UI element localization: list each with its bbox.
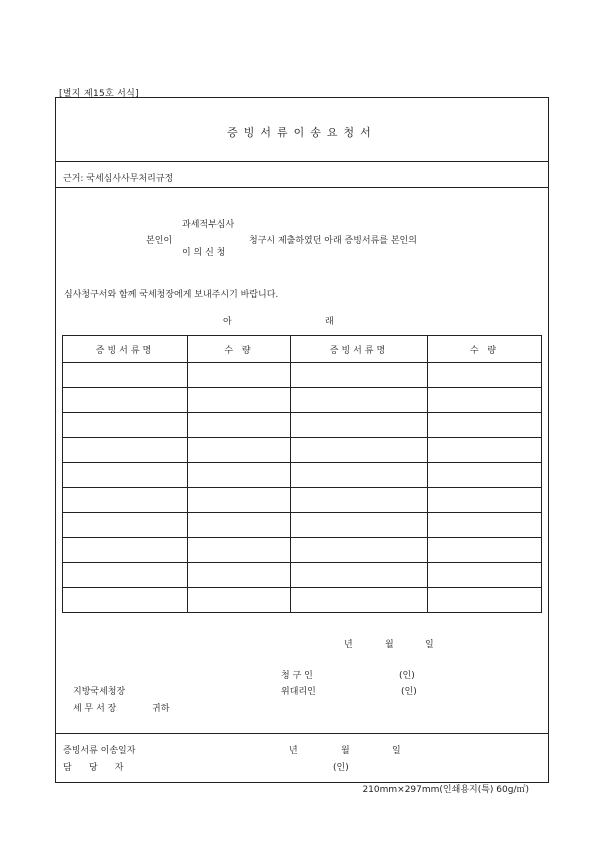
table-row bbox=[63, 588, 542, 613]
divider bbox=[56, 187, 548, 188]
table-cell[interactable] bbox=[428, 463, 542, 488]
date-day: 일 bbox=[425, 640, 434, 650]
table-cell[interactable] bbox=[63, 438, 188, 463]
table-cell[interactable] bbox=[63, 563, 188, 588]
table-cell[interactable] bbox=[291, 588, 428, 613]
table-cell[interactable] bbox=[428, 588, 542, 613]
table-cell[interactable] bbox=[63, 488, 188, 513]
table-cell[interactable] bbox=[63, 463, 188, 488]
form-number-label: [별지 제15호 서식] bbox=[59, 89, 139, 99]
table-cell[interactable] bbox=[188, 563, 291, 588]
table-row bbox=[63, 438, 542, 463]
table-cell[interactable] bbox=[428, 488, 542, 513]
documents-table bbox=[62, 335, 542, 613]
divider bbox=[56, 161, 548, 162]
table-cell[interactable] bbox=[63, 388, 188, 413]
table-row bbox=[63, 488, 542, 513]
table-cell[interactable] bbox=[291, 513, 428, 538]
table-cell[interactable] bbox=[63, 363, 188, 388]
recipient-line2: 세 무 서 장 bbox=[73, 704, 117, 714]
option-bottom: 이 의 신 청 bbox=[182, 248, 226, 258]
officer-label: 담 당 자 bbox=[63, 763, 124, 773]
table-cell[interactable] bbox=[188, 438, 291, 463]
legal-basis: 근거: 국세심사사무처리규정 bbox=[63, 174, 174, 184]
table-cell[interactable] bbox=[291, 488, 428, 513]
claimant-seal: (인) bbox=[399, 671, 415, 681]
date-year: 년 bbox=[344, 640, 353, 650]
table-row bbox=[63, 463, 542, 488]
date-month: 월 bbox=[385, 640, 394, 650]
table-row bbox=[63, 388, 542, 413]
form-title: 증빙서류이송요청서 bbox=[227, 126, 377, 139]
officer-seal: (인) bbox=[333, 763, 349, 773]
table-cell[interactable] bbox=[188, 488, 291, 513]
table-row bbox=[63, 513, 542, 538]
table-cell[interactable] bbox=[428, 438, 542, 463]
table-cell[interactable] bbox=[63, 513, 188, 538]
table-cell[interactable] bbox=[188, 538, 291, 563]
table-cell[interactable] bbox=[291, 438, 428, 463]
header-doc-name-2: 증빙서류명 bbox=[291, 336, 428, 363]
subject-prefix: 본인이 bbox=[146, 236, 173, 246]
divider bbox=[56, 733, 548, 734]
table-cell[interactable] bbox=[291, 363, 428, 388]
below-right: 래 bbox=[325, 317, 334, 327]
table-cell[interactable] bbox=[291, 463, 428, 488]
table-row bbox=[63, 413, 542, 438]
header-qty-2: 수 량 bbox=[428, 336, 542, 363]
table-cell[interactable] bbox=[63, 538, 188, 563]
transfer-month: 월 bbox=[341, 746, 350, 756]
header-qty-1: 수 량 bbox=[188, 336, 291, 363]
agent-seal: (인) bbox=[401, 687, 417, 697]
header-doc-name-1: 증빙서류명 bbox=[63, 336, 188, 363]
recipient-honorific: 귀하 bbox=[152, 704, 170, 714]
table-cell[interactable] bbox=[188, 513, 291, 538]
table-cell[interactable] bbox=[428, 413, 542, 438]
table-cell[interactable] bbox=[188, 388, 291, 413]
subject-suffix: 청구시 제출하였던 아래 증빙서류를 본인의 bbox=[249, 236, 417, 246]
transfer-day: 일 bbox=[392, 746, 401, 756]
table-cell[interactable] bbox=[428, 363, 542, 388]
table-cell[interactable] bbox=[291, 413, 428, 438]
table-cell[interactable] bbox=[291, 563, 428, 588]
table-cell[interactable] bbox=[428, 513, 542, 538]
agent-label: 위대리인 bbox=[281, 687, 316, 697]
table-cell[interactable] bbox=[428, 563, 542, 588]
table-cell[interactable] bbox=[188, 588, 291, 613]
table-cell[interactable] bbox=[63, 588, 188, 613]
request-line: 심사청구서와 함께 국세청장에게 보내주시기 바랍니다. bbox=[64, 290, 279, 300]
transfer-year: 년 bbox=[289, 746, 298, 756]
table-cell[interactable] bbox=[291, 538, 428, 563]
form-frame bbox=[55, 97, 549, 783]
table-row bbox=[63, 563, 542, 588]
table-header-row bbox=[63, 336, 542, 363]
option-top: 과세적부심사 bbox=[182, 220, 235, 230]
transfer-date-label: 증빙서류 이송일자 bbox=[63, 746, 136, 756]
table-cell[interactable] bbox=[188, 413, 291, 438]
claimant-label: 청 구 인 bbox=[281, 671, 313, 681]
table-row bbox=[63, 363, 542, 388]
below-left: 아 bbox=[223, 317, 232, 327]
table-cell[interactable] bbox=[63, 413, 188, 438]
table-cell[interactable] bbox=[428, 538, 542, 563]
table-cell[interactable] bbox=[188, 463, 291, 488]
table-cell[interactable] bbox=[188, 363, 291, 388]
table-cell[interactable] bbox=[291, 388, 428, 413]
table-cell[interactable] bbox=[428, 388, 542, 413]
recipient-line1: 지방국세청장 bbox=[73, 687, 126, 697]
paper-spec-note: 210mm×297mm(인쇄용지(특) 60g/㎡) bbox=[362, 785, 529, 795]
table-row bbox=[63, 538, 542, 563]
